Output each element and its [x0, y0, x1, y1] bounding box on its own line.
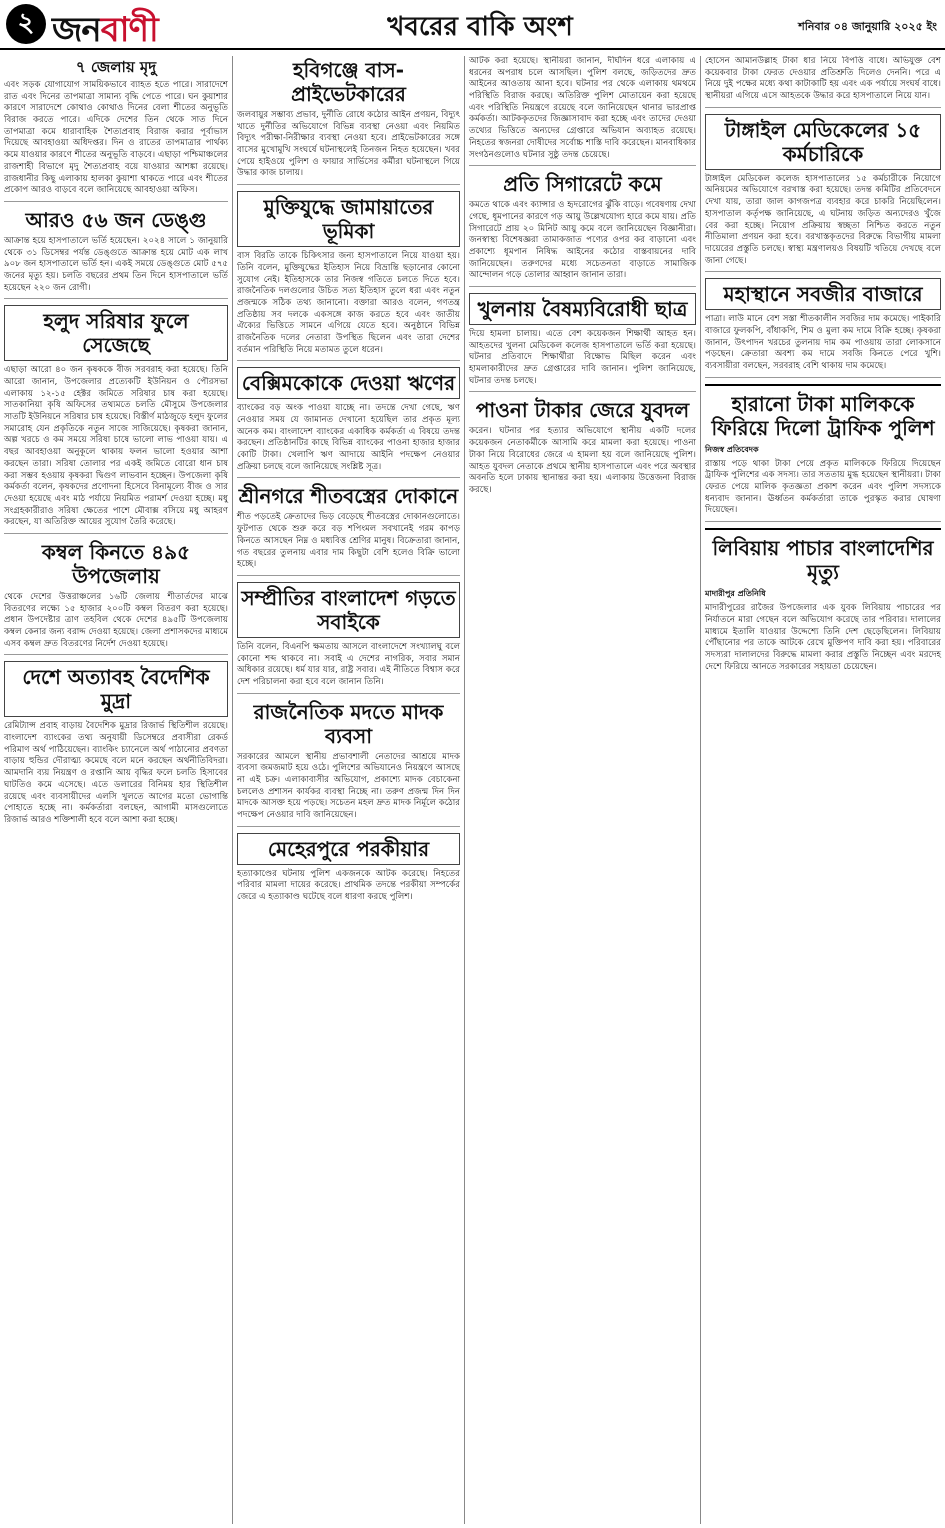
story	[237, 367, 460, 478]
story-headline: মেহেরপুরে পরকীয়ার	[237, 833, 460, 865]
story-headline: প্রতি সিগারেটে কমে	[503, 172, 662, 197]
story	[4, 305, 228, 534]
story	[705, 384, 941, 522]
story-byline: নিজস্ব প্রতিবেদক	[705, 444, 759, 454]
story-body: শীত পড়তেই ক্রেতাদের ভিড় বেড়েছে শীতবস্ত্রের দোকানগুলোতে। ফুটপাত থেকে শুরু করে বড় শপিংমল সবখানেই গরম কাপড় কিনতে আসছেন নিম্ন ও মধ্যবিত্ত শ্রেণির মানুষ। বিক্রেতারা জানান, গত বছরের তুলনায় এবার দাম কিছুটা বেশি হলেও বিক্রি ভালো হচ্ছে।	[237, 512, 460, 570]
story	[4, 58, 228, 202]
column-1	[0, 56, 232, 1524]
logo-part-1: জন	[52, 10, 101, 50]
story-body: এছাড়া আরো ৪০ জন কৃষককে বীজ সরবরাহ করা হয়েছে। তিনি আরো জানান, উপজেলার প্রত্যেকটি ইউনিয়ন ও পৌরসভা এলাকায় ১২-১৫ হেক্টর জমিতে সরিষার চাষ করা হয়েছে। সাতকানিয়া কৃষি অফিসের তথ্যমতে চলতি মৌসুমে উপজেলার সাতটি ইউনিয়নে সরিষার চাষ হয়েছে। বিস্তীর্ণ মাঠজুড়ে হলুদ ফুলের সমারোহ যেন প্রকৃতিকে নতুন সাজে সাজিয়েছে। কৃষকরা জানান, অল্প খরচে ও কম সময়ে সরিষা চাষে ভালো লাভ পাওয়া যায়। এ বছর আবহাওয়া অনুকূলে থাকায় ফলন ভালো হওয়ার আশা করছেন তারা। সরিষা তোলার পর একই জমিতে বোরো ধান চাষ করা সম্ভব হওয়ায় কৃষকরা দ্বিগুণ লাভবান হচ্ছেন। উপজেলা কৃষি কর্মকর্তা বলেন, কৃষকদের প্রণোদনা হিসেবে বিনামূল্যে বীজ ও সার দেওয়া হয়েছে এবং মাঠ পর্যায়ে নিয়মিত পরামর্শ দেওয়া হচ্ছে। মধু সংগ্রহকারীরাও সরিষা ক্ষেতের পাশে মৌবাক্স বসিয়ে মধু আহরণ করছেন, যা অতিরিক্ত আয়ের সুযোগ তৈরি করেছে।	[4, 365, 228, 528]
story	[469, 293, 696, 392]
story	[705, 114, 941, 273]
story-body: ব্যাংকের বড় অংক পাওয়া যাচ্ছে না। তদন্তে দেখা গেছে, ঋণ নেওয়ার সময় যে জামানত দেখানো হয়েছিল তার প্রকৃত মূল্য অনেক কম। বাংলাদেশ ব্যাংকের একাধিক কর্মকর্তা এ বিষয়ে তদন্ত করছেন। প্রতিষ্ঠানটির কাছে বিভিন্ন ব্যাংকের পাওনা হাজার হাজার কোটি টাকা। খেলাপি ঋণ আদায়ে আইনি পদক্ষেপ নেওয়ার প্রক্রিয়া চলছে বলে জানিয়েছে সংশ্লিষ্ট সূত্র।	[237, 403, 460, 472]
story	[4, 540, 228, 655]
story	[469, 172, 696, 287]
story-headline: বেক্সিমকোকে দেওয়া ঋণের	[237, 367, 460, 399]
story-body: আটক করা হয়েছে। স্থানীয়রা জানান, দীর্ঘদিন ধরে এলাকায় এ ধরনের অপরাধ চলে আসছিল। পুলিশ বলছে, জড়িতদের দ্রুত আইনের আওতায় আনা হবে। ঘটনার পর থেকে এলাকায় থমথমে পরিস্থিতি বিরাজ করছে। অতিরিক্ত পুলিশ মোতায়েন করা হয়েছে এবং পরিস্থিতি নিয়ন্ত্রণে রয়েছে বলে জানিয়েছেন থানার ভারপ্রাপ্ত কর্মকর্তা। আটককৃতদের জিজ্ঞাসাবাদ করা হচ্ছে এবং তাদের দেওয়া তথ্যের ভিত্তিতে অন্যদের গ্রেপ্তারে অভিযান অব্যাহত রয়েছে। নিহতের স্বজনরা দোষীদের সর্বোচ্চ শাস্তি দাবি করেছেন। মানবাধিকার সংগঠনগুলোও ঘটনার সুষ্ঠু তদন্ত চেয়েছে।	[469, 56, 696, 160]
story	[469, 398, 696, 500]
story-headline: দেশে অত্যাবহ বৈদেশিক মুদ্রা	[4, 661, 228, 717]
story-body: আক্রান্ত হয়ে হাসপাতালে ভর্তি হয়েছেন। ২০২৪ সালে ১ জানুয়ারি থেকে ৩১ ডিসেম্বর পর্যন্ত ডেঙ্গুতে আক্রান্ত হয়ে মোট এক লাখ ৯০৮ জন হাসপাতালে ভর্তি হন। একই সময়ে ডেঙ্গুতে মোট ৫৭৫ জনের মৃত্যু হয়। চলতি বছরের প্রথম তিন দিনে হাসপাতালে ভর্তি হয়েছেন ২২০ জন রোগী।	[4, 235, 228, 293]
story	[4, 661, 228, 830]
story-headline: কম্বল কিনতে ৪৯৫ উপজেলায়	[41, 539, 191, 588]
story-headline: টাঙ্গাইল মেডিকেলের ১৫ কর্মচারিকে	[705, 114, 941, 170]
story-body: পাত্রা। লাউ মানে বেশ সস্তা শীতকালীন সবজির দাম কমেছে। পাইকারি বাজারে ফুলকপি, বাঁধাকপি, শিম ও মুলা কম দামে বিক্রি হচ্ছে। কৃষকরা জানান, উৎপাদন খরচের তুলনায় দাম কম পাওয়ায় তারা লোকসানে পড়ছেন। ক্রেতারা অবশ্য কম দামে সবজি কিনতে পেরে খুশি। ব্যবসায়ীরা বলছেন, সরবরাহ বেশি থাকায় দাম কমেছে।	[705, 314, 941, 371]
story	[705, 528, 941, 677]
newspaper-logo	[52, 4, 158, 50]
dateline: শনিবার ০৪ জানুয়ারি ২০২৫ ইং	[798, 20, 937, 33]
story	[237, 191, 460, 361]
story-body: টাঙ্গাইল মেডিকেল কলেজ হাসপাতালের ১৫ কর্মচারীকে নিয়োগে অনিয়মের অভিযোগে বরখাস্ত করা হয়েছে। তদন্ত কমিটির প্রতিবেদনে দেখা যায়, তারা জাল কাগজপত্র ব্যবহার করে চাকরি নিয়েছিলেন। হাসপাতাল কর্তৃপক্ষ জানিয়েছে, এ ঘটনায় জড়িত অন্যদেরও খুঁজে বের করা হচ্ছে। নিয়োগ প্রক্রিয়ায় স্বচ্ছতা নিশ্চিত করতে নতুন নীতিমালা প্রণয়ন করা হবে। বরখাস্তকৃতদের বিরুদ্ধে বিভাগীয় মামলা দায়েরের প্রস্তুতি চলছে। স্বাস্থ্য মন্ত্রণালয়ও বিষয়টি খতিয়ে দেখছে বলে জানা গেছে।	[705, 173, 941, 266]
story-headline: মহাস্থানে সবজীর বাজারে	[705, 278, 941, 310]
story-headline: হবিগঞ্জে বাস-প্রাইভেটকারের	[291, 58, 406, 106]
story-body: বাস বিরতি তাকে চিকিৎসার জন্য হাসপাতালে নিয়ে যাওয়া হয়। তিনি বলেন, মুক্তিযুদ্ধের ইতিহাস নিয়ে বিভ্রান্তি ছড়ানোর কোনো সুযোগ নেই। ইতিহাসকে তার নিজস্ব গতিতে চলতে দিতে হবে। রাজনৈতিক দলগুলোর উচিত সত্য ইতিহাস তুলে ধরা এবং নতুন প্রজন্মকে সঠিক তথ্য জানানো। বক্তারা আরও বলেন, গণতন্ত্র প্রতিষ্ঠায় সব দলকে একসঙ্গে কাজ করতে হবে এবং জাতীয় ঐক্যের ভিত্তিতে সামনে এগিয়ে যেতে হবে। অনুষ্ঠানে বিভিন্ন রাজনৈতিক দলের নেতারা উপস্থিত ছিলেন এবং তারা দেশের বর্তমান পরিস্থিতি নিয়ে মতামত তুলে ধরেন।	[237, 251, 460, 355]
story-headline: হারানো টাকা মালিককে ফিরিয়ে দিলো ট্রাফিক পুলিশ	[711, 391, 935, 440]
story-body: থেকে দেশের উত্তরাঞ্চলের ১৬টি জেলায় শীতার্তদের মাঝে বিতরণের লক্ষ্যে ১৫ হাজার ২০০টি কম্বল বিতরণ করা হয়েছে। প্রধান উপদেষ্টার ত্রাণ তহবিল থেকে দেশের ৪৯৫টি উপজেলায় কম্বল কেনার জন্য বরাদ্দ দেওয়া হয়েছে। জেলা প্রশাসকদের মাধ্যমে এসব কম্বল দ্রুত বিতরণের নির্দেশ দেওয়া হয়েছে।	[4, 591, 228, 649]
story	[705, 278, 941, 377]
column-4	[700, 56, 945, 1524]
story-body: রাস্তায় পড়ে থাকা টাকা পেয়ে প্রকৃত মালিককে ফিরিয়ে দিয়েছেন ট্রাফিক পুলিশের এক সদস্য। তার সততায় মুগ্ধ হয়েছেন স্থানীয়রা। টাকা ফেরত পেয়ে মালিক কৃতজ্ঞতা প্রকাশ করেন এবং পুলিশ সদস্যকে ধন্যবাদ জানান। ঊর্ধ্বতন কর্মকর্তারা তাকে পুরস্কৃত করার ঘোষণা দিয়েছেন।	[705, 458, 941, 516]
story	[237, 484, 460, 575]
story-body: তিনি বলেন, বিএনপি ক্ষমতায় আসলে বাংলাদেশে সংখ্যালঘু বলে কোনো শব্দ থাকবে না। সবাই এ দেশের নাগরিক, সবার সমান অধিকার রয়েছে। ধর্ম যার যার, রাষ্ট্র সবার। এই নীতিতে বিশ্বাস করে দেশ পরিচালনা করা হবে বলে জানান তিনি।	[237, 641, 460, 687]
story-body: জলবায়ুর সম্ভাব্য প্রভাব, দুর্নীতি রোধে কঠোর আইন প্রণয়ন, বিদ্যুৎ খাতে দুর্নীতির অভিযোগে বিভিন্ন ব্যবস্থা নেওয়া এবং নিয়মিত বিদ্যুৎ পরীক্ষা-নিরীক্ষার ব্যবস্থা নেওয়া হবে। প্রাইভেটকারের সঙ্গে বাসের মুখোমুখি সংঘর্ষে ঘটনাস্থলেই তিনজন নিহত হয়েছেন। খবর পেয়ে হাইওয়ে পুলিশ ও ফায়ার সার্ভিসের কর্মীরা ঘটনাস্থলে গিয়ে উদ্ধার কাজ চালায়।	[237, 110, 460, 179]
story-body: মাদারীপুরের রাজৈর উপজেলার এক যুবক লিবিয়ায় পাচারের পর নির্যাতনে মারা গেছেন বলে অভিযোগ করেছে তার পরিবার। দালালের মাধ্যমে ইতালি যাওয়ার উদ্দেশ্যে তিনি দেশ ছেড়েছিলেন। লিবিয়ায় পৌঁছানোর পর তাকে আটকে রেখে মুক্তিপণ দাবি করা হয়। পরিবারের সদস্যরা দালালদের বিরুদ্ধে মামলা করার প্রস্তুতি নিচ্ছেন এবং মরদেহ দেশে ফিরিয়ে আনতে সরকারের সহায়তা চেয়েছেন।	[705, 603, 941, 672]
story	[469, 56, 696, 166]
story-headline: ৭ জেলায় মৃদু	[75, 58, 157, 76]
story-headline: আরও ৫৬ জন ডেঙ্গু	[25, 207, 207, 232]
story-body: হোসেন আমানউল্লাহ টাকা ধার নিয়ে বিপত্তি বাধে। অভিযুক্ত বেশ কয়েকবার টাকা ফেরত দেওয়ার প্রতিশ্রুতি দিলেও দেননি। পরে এ নিয়ে দুই পক্ষের মধ্যে কথা কাটাকাটি হয় এবং এক পর্যায়ে সংঘর্ষ বাধে। স্থানীয়রা এগিয়ে এসে আহতকে উদ্ধার করে হাসপাতালে নিয়ে যান।	[705, 56, 941, 102]
story-body: দিয়ে হামলা চালায়। এতে বেশ কয়েকজন শিক্ষার্থী আহত হন। আহতদের খুলনা মেডিকেল কলেজ হাসপাতালে ভর্তি করা হয়েছে। ঘটনার প্রতিবাদে শিক্ষার্থীরা বিক্ষোভ মিছিল করেন এবং হামলাকারীদের দ্রুত গ্রেপ্তারের দাবি জানান। পুলিশ জানিয়েছে, ঘটনার তদন্ত চলছে।	[469, 329, 696, 386]
story-headline: হলুদ সরিষার ফুলে সেজেছে	[4, 305, 228, 361]
story-headline: সম্প্রীতির বাংলাদেশ গড়তে সবাইকে	[237, 582, 460, 638]
story-body: সরকারের আমলে স্থানীয় প্রভাবশালী নেতাদের আশ্রয়ে মাদক ব্যবসা জমজমাট হয়ে ওঠে। পুলিশের অভিযানেও নিয়ন্ত্রণে আসছে না এই চক্র। এলাকাবাসীর অভিযোগ, প্রকাশ্যে মাদক বেচাকেনা চললেও প্রশাসন কার্যকর ব্যবস্থা নিচ্ছে না। তরুণ প্রজন্ম দিন দিন মাদকে আসক্ত হয়ে পড়ছে। সচেতন মহল দ্রুত মাদক নির্মূলে কঠোর পদক্ষেপ নেওয়ার দাবি জানিয়েছেন।	[237, 751, 460, 821]
page-number: ২	[6, 4, 46, 44]
story-headline: শ্রীনগরে শীতবস্ত্রের দোকানে	[238, 484, 459, 509]
story-body: হত্যাকাণ্ডের ঘটনায় পুলিশ একজনকে আটক করেছে। নিহতের পরিবার মামলা দায়ের করেছে। প্রাথমিক তদন্তে পরকীয়া সম্পর্কের জেরে এ হত্যাকাণ্ড ঘটেছে বলে ধারণা করছে পুলিশ।	[237, 868, 460, 903]
story-byline: মাদারীপুর প্রতিনিধি	[705, 589, 766, 599]
story	[237, 58, 460, 185]
story	[705, 56, 941, 108]
story-body: রেমিট্যান্স প্রবাহ বাড়ায় বৈদেশিক মুদ্রার রিজার্ভ স্থিতিশীল রয়েছে। বাংলাদেশ ব্যাংকের তথ্য অনুযায়ী ডিসেম্বরে প্রবাসীরা রেকর্ড পরিমাণ অর্থ পাঠিয়েছেন। ব্যাংকিং চ্যানেলে অর্থ পাঠানোর প্রবণতা বাড়ায় হুন্ডির দৌরাত্ম্য কমেছে বলে মনে করছেন অর্থনীতিবিদরা। আমদানি ব্যয় নিয়ন্ত্রণ ও রপ্তানি আয় বৃদ্ধির ফলে চলতি হিসাবের ঘাটতিও কমে এসেছে। এতে ডলারের বিনিময় হার স্থিতিশীল রয়েছে এবং ব্যবসায়ীদের এলসি খুলতে আগের মতো ভোগান্তি পোহাতে হচ্ছে না। কর্মকর্তারা বলছেন, আগামী মাসগুলোতে রিজার্ভ আরও শক্তিশালী হবে বলে আশা করা হচ্ছে।	[4, 721, 228, 825]
story-headline: খুলনায় বৈষম্যবিরোধী ছাত্র	[469, 293, 696, 325]
column-2	[232, 56, 464, 1524]
logo-part-2: বাণী	[100, 10, 158, 50]
story-headline: মুক্তিযুদ্ধে জামায়াতের ভূমিকা	[237, 191, 460, 247]
story-body: করেন। ঘটনার পর হত্যার অভিযোগে স্থানীয় একটি দলের কয়েকজন নেতাকর্মীকে আসামি করে মামলা করা হয়েছে। পাওনা টাকা নিয়ে বিরোধের জেরে এ হামলা হয় বলে জানিয়েছে পুলিশ। আহত যুবদল নেতাকে প্রথমে স্থানীয় হাসপাতালে এবং পরে অবস্থার অবনতি হলে ঢাকায় স্থানান্তর করা হয়। এলাকায় উত্তেজনা বিরাজ করছে।	[469, 426, 696, 495]
story	[237, 582, 460, 694]
story	[237, 833, 460, 908]
story-headline: লিবিয়ায় পাচার বাংলাদেশির মৃত্যু	[712, 536, 934, 585]
story	[4, 208, 228, 299]
masthead	[0, 0, 945, 50]
story	[237, 700, 460, 827]
section-title: খবরের বাকি অংশ	[387, 12, 573, 42]
story-body: কমতে থাকে এবং ক্যান্সার ও হৃদরোগের ঝুঁকি বাড়ে। গবেষণায় দেখা গেছে, ধূমপানের কারণে গড় আয়ু উল্লেখযোগ্য হারে কমে যায়। প্রতি সিগারেটে প্রায় ২০ মিনিট আয়ু কমে বলে জানিয়েছেন বিজ্ঞানীরা। জনস্বাস্থ্য বিশেষজ্ঞরা তামাকজাত পণ্যের ওপর কর বাড়ানো এবং প্রকাশ্যে ধূমপান নিষিদ্ধ আইনের কঠোর বাস্তবায়নের দাবি জানিয়েছেন। তরুণদের মধ্যে সচেতনতা বাড়াতে সামাজিক আন্দোলন গড়ে তোলার আহ্বান জানান তারা।	[469, 200, 696, 281]
story-headline: রাজনৈতিক মদতে মাদক ব্যবসা	[253, 699, 444, 748]
story-headline: পাওনা টাকার জেরে যুবদল	[475, 398, 690, 423]
column-3	[464, 56, 700, 1524]
story-body: এবং সড়ক যোগাযোগ সাময়িকভাবে ব্যাহত হতে পারে। সারাদেশে রাত এবং দিনের তাপমাত্রা সামান্য বৃদ্ধি পেতে পারে। ঘন কুয়াশার কারণে সারাদেশে কোথাও কোথাও দিনের বেলা শীতের অনুভূতি বিরাজ করতে পারে। এদিকে দেশের তিন থেকে সাত দিনে তাপমাত্রা কমে ধারাবাহিক শৈত্যপ্রবাহ বিরাজ করার পূর্বাভাস দিয়েছে আবহাওয়া অধিদপ্তর। দিন ও রাতের তাপমাত্রার পার্থক্য কমে যাওয়ার কারণে শীতের অনুভূতি বাড়বে। এছাড়া পশ্চিমাঞ্চলের রাজশাহী বিভাগে মৃদু শৈত্যপ্রবাহ বয়ে যাওয়ার আশঙ্কা রয়েছে। রাজধানীর কিছু এলাকায় হালকা কুয়াশা থাকতে পারে এবং শীতের প্রকোপ আরও বাড়বে বলে জানিয়েছে আবহাওয়া অফিস।	[4, 80, 228, 196]
